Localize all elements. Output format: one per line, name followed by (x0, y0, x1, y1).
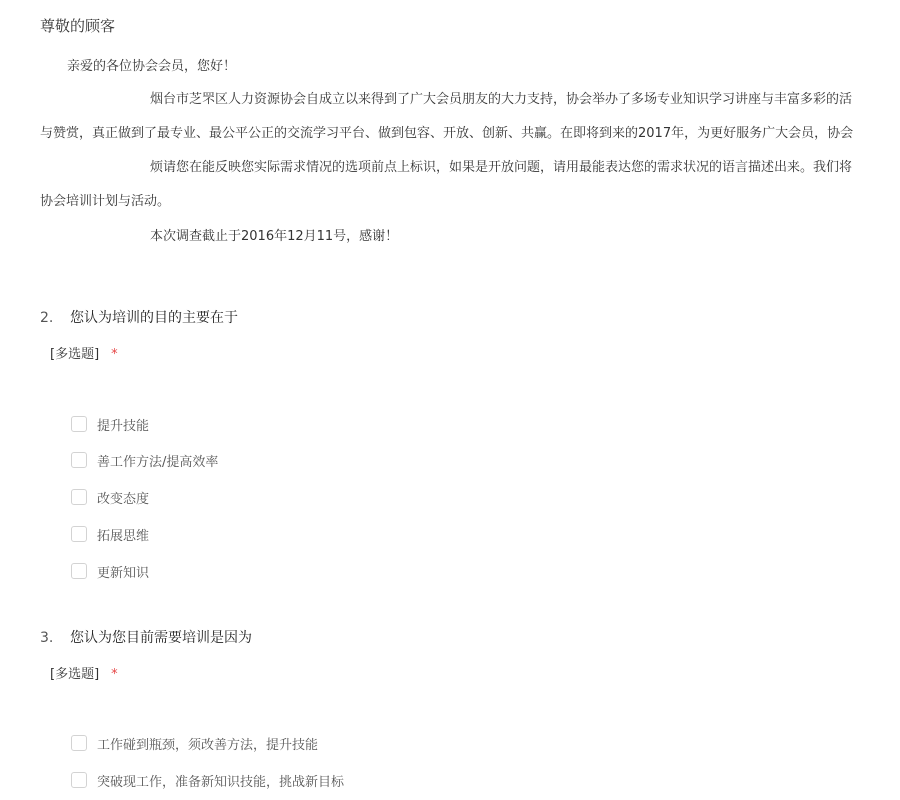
question-2-text: 您认为培训的目的主要在于 (70, 310, 238, 326)
required-mark: * (111, 347, 118, 362)
intro-greeting: 亲爱的各位协会会员，您好！ (67, 59, 237, 74)
question-3-type (50, 663, 118, 682)
question-3-number: 3. (40, 630, 54, 646)
question-3-text: 您认为您目前需要培训是因为 (70, 630, 252, 646)
required-mark: * (111, 667, 118, 682)
option-label: 提升技能 (97, 418, 150, 434)
option-label: 更新知识 (97, 565, 150, 581)
checkbox[interactable] (71, 526, 87, 542)
intro-deadline: 本次调查截止于2016年12月11号，感谢！ (150, 229, 399, 244)
checkbox[interactable] (71, 452, 87, 468)
checkbox[interactable] (71, 563, 87, 579)
checkbox[interactable] (71, 772, 87, 788)
option-label: 改变态度 (97, 491, 150, 507)
option-label: 工作碰到瓶颈，须改善方法，提升技能 (97, 737, 319, 753)
checkbox[interactable] (71, 735, 87, 751)
question-2-type-label: [多选题] (50, 347, 100, 362)
intro-paragraph-2-line-1: 烦请您在能反映您实际需求情况的选项前点上标识，如果是开放问题，请用最能表达您的需求状况的语言描述出来。我们将 (150, 160, 853, 175)
question-3-option-1[interactable] (71, 733, 318, 753)
option-label: 善工作方法/提高效率 (97, 454, 219, 470)
question-2-option-1[interactable] (71, 414, 149, 434)
intro-paragraph-2-line-2: 协会培训计划与活动。 (40, 194, 171, 209)
question-3-title (40, 627, 252, 647)
question-2-option-5[interactable] (71, 561, 149, 581)
checkbox[interactable] (71, 416, 87, 432)
question-2-number: 2. (40, 310, 54, 326)
question-2-title (40, 307, 238, 327)
intro-paragraph-1-line-2: 与赞赏，真正做到了最专业、最公平公正的交流学习平台、做到包容、开放、创新、共赢。在即将到来的2017年，为更好服务广大会员，协会 (40, 126, 854, 141)
question-3-option-2[interactable] (71, 770, 344, 790)
question-2-type (50, 343, 118, 362)
question-3-type-label: [多选题] (50, 667, 100, 682)
question-2-option-4[interactable] (71, 524, 149, 544)
option-label: 拓展思维 (97, 528, 150, 544)
option-label: 突破现工作，准备新知识技能，挑战新目标 (97, 774, 345, 790)
question-2-option-2[interactable] (71, 450, 218, 470)
question-2-option-3[interactable] (71, 487, 149, 507)
checkbox[interactable] (71, 489, 87, 505)
page-title: 尊敬的顾客 (40, 17, 116, 35)
intro-paragraph-1-line-1: 烟台市芝罘区人力资源协会自成立以来得到了广大会员朋友的大力支持，协会举办了多场专业知识学习讲座与丰富多彩的活 (150, 92, 853, 107)
